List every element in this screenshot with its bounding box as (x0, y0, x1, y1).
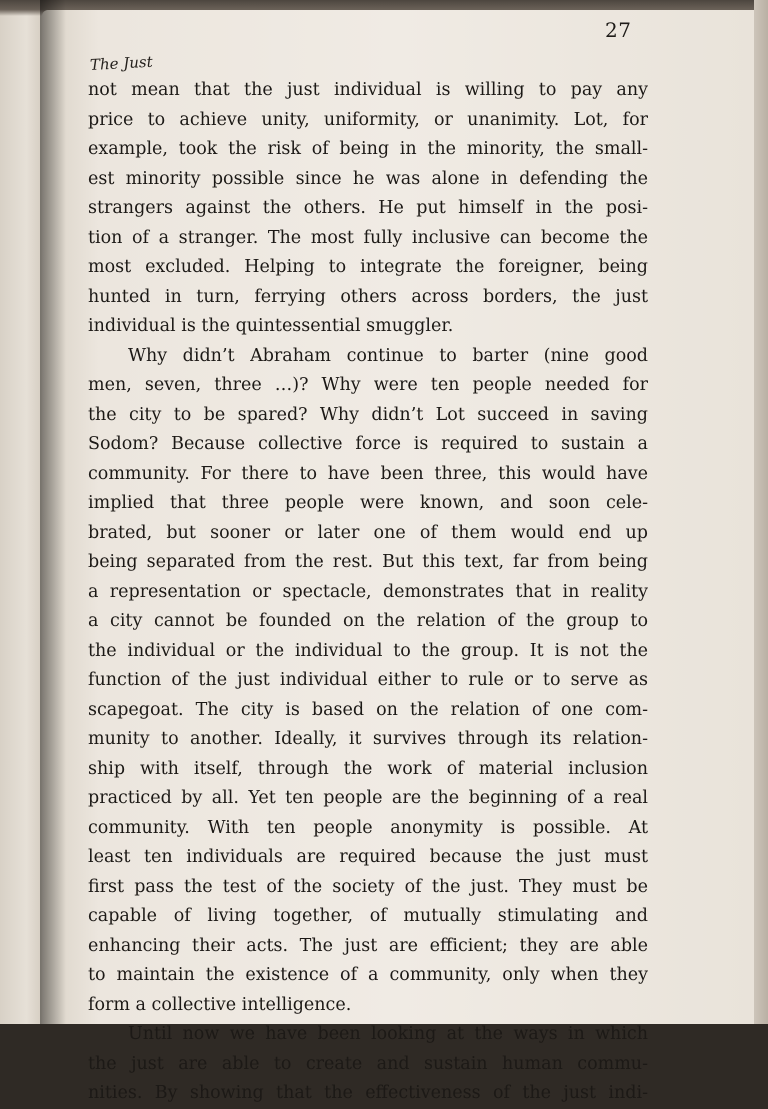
text-line: Until now we have been looking at the ways in which (128, 1024, 648, 1044)
text-line: men, seven, three …)? Why were ten people needed for (88, 375, 648, 395)
text-line: individual is the quintessential smuggler. (88, 316, 454, 336)
text-line: function of the just individual either to rule or to serve as (88, 670, 648, 690)
text-line: ship with itself, through the work of material inclusion (88, 758, 648, 779)
text-line: Sodom? Because collective force is required to sustain a (88, 434, 648, 454)
text-line: price to achieve unity, uniformity, or unanimity. Lot, for (88, 109, 648, 130)
text-line: Why didn’t Abraham continue to barter (nine good (128, 345, 648, 366)
text-line: community. With ten people anonymity is possible. At (88, 817, 648, 838)
text-line: brated, but sooner or later one of them would end up (88, 522, 648, 543)
page-stack-edge (754, 0, 768, 1024)
text-line: munity to another. Ideally, it survives through its relation- (88, 729, 648, 749)
text-line: the individual or the individual to the group. It is not the (88, 640, 648, 661)
spine-shadow (40, 0, 66, 1024)
running-head: The Just (89, 52, 154, 74)
text-line: est minority possible since he was alone in defending the (88, 168, 648, 189)
text-line: scapegoat. The city is based on the relation of one com- (88, 699, 648, 720)
text-line: the just are able to create and sustain human commu- (88, 1053, 648, 1074)
text-line: hunted in turn, ferrying others across borders, the just (88, 286, 648, 307)
text-line: a representation or spectacle, demonstrates that in reality (88, 581, 648, 602)
text-line: to maintain the existence of a community, only when they (88, 965, 648, 985)
text-line: enhancing their acts. The just are efficient; they are able (88, 935, 648, 956)
text-line: first pass the test of the society of the just. They must be (88, 876, 648, 897)
body-text (88, 76, 648, 1109)
text-line: not mean that the just individual is willing to pay any (88, 80, 648, 100)
text-line: strangers against the others. He put himself in the posi- (88, 198, 648, 218)
text-line: the city to be spared? Why didn’t Lot succeed in saving (88, 404, 648, 425)
text-line: capable of living together, of mutually stimulating and (88, 906, 648, 926)
text-line: being separated from the rest. But this text, far from being (88, 552, 648, 572)
text-line: nities. By showing that the effectiveness of the just indi- (88, 1083, 648, 1103)
text-line: form a collective intelligence. (88, 994, 352, 1015)
text-line: practiced by all. Yet ten people are the beginning of a real (88, 788, 648, 808)
text-line: example, took the risk of being in the minority, the small- (88, 139, 648, 159)
text-line: tion of a stranger. The most fully inclusive can become the (88, 227, 648, 248)
text-line: least ten individuals are required because the just must (88, 847, 648, 867)
page-number: 27 (605, 18, 632, 42)
text-line: implied that three people were known, and soon cele- (88, 493, 648, 513)
text-line: community. For there to have been three, this would have (88, 463, 648, 484)
text-line: most excluded. Helping to integrate the foreigner, being (88, 257, 648, 277)
text-line: a city cannot be founded on the relation of the group to (88, 611, 648, 631)
